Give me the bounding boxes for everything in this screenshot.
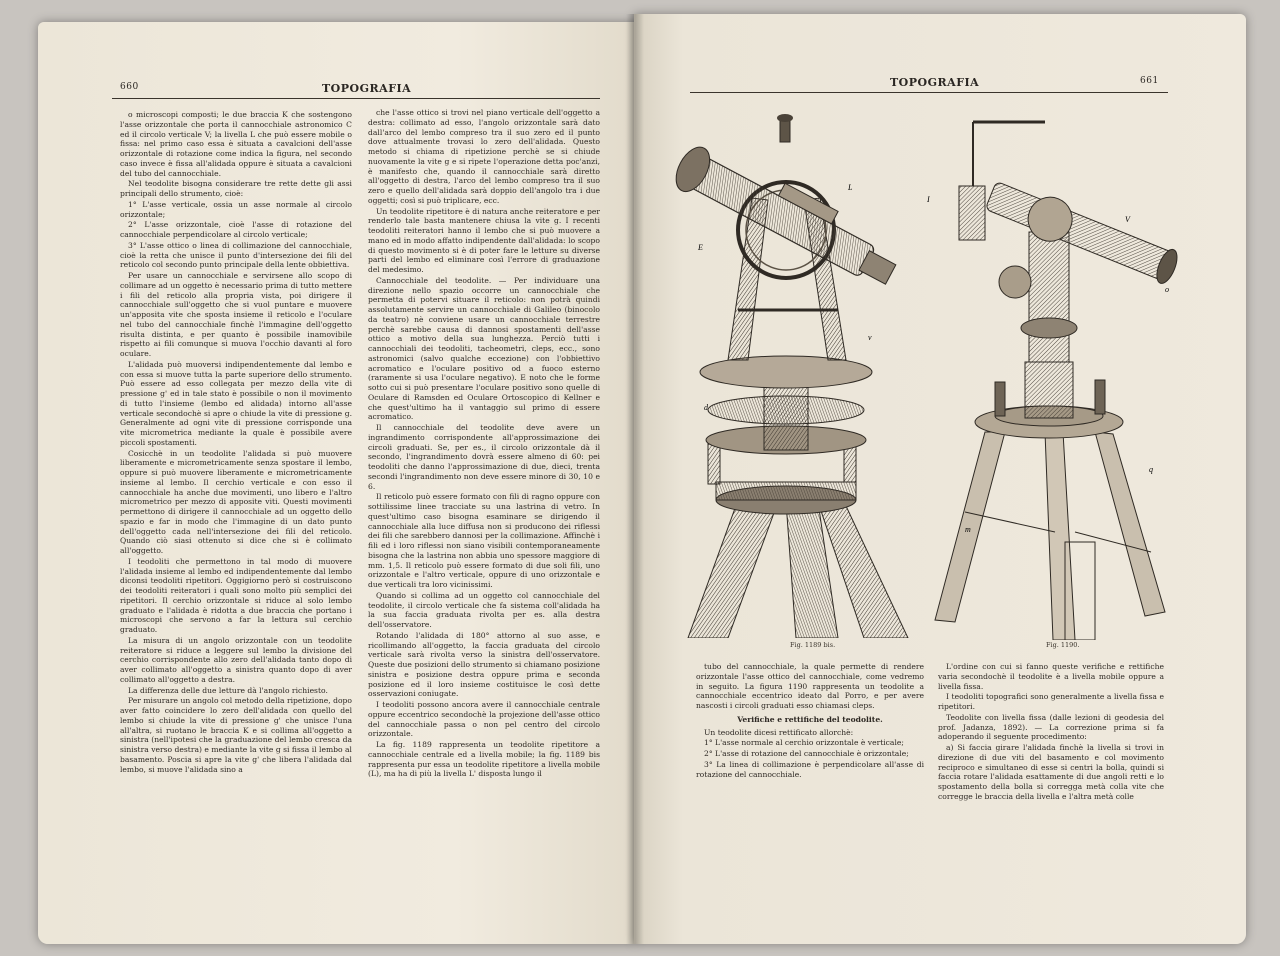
paragraph: I teodoliti che permettono in tal modo di muovere l'alidada insieme al lembo ed indipendentemente dal lembo diconsi teodoliti ripetitori. Oggigiorno però si costruiscono dei teodoliti reiteratori i quali sono molto più semplici dei ripetitori. Il cerchio orizzontale si riduce al solo lembo graduato e l'alidada è ridotta a due braccia che portano i microscopi che servono a far la lettura sul cerchio graduato. <box>120 556 352 634</box>
paragraph: Teodolite con livella fissa (dalle lezioni di geodesia del prof. Jadanza, 1892). — La correzione prima si fa adoperando il seguente procedimento: <box>938 712 1164 742</box>
paragraph: Il cannocchiale del teodolite deve avere un ingrandimento corrispondente all'approssimazione dei circoli graduati. Se, per es., il circolo orizzontale dà il secondo, l'ingrandimento dovrà essere almeno di 60: pei teodoliti che danno l'approssimazione di due, dieci, trenta secondi l'ingrandimento non deve essere minore di 30, 10 e 6. <box>368 423 600 491</box>
svg-text:o: o <box>1165 285 1169 294</box>
paragraph: 2° L'asse di rotazione del cannocchiale è orizzontale; <box>704 749 909 758</box>
paragraph: Il reticolo può essere formato con fili di ragno oppure con sottilissime linee tracciate su una lastrina di vetro. In quest'ultimo caso bisogna esaminare se dirigendo il cannocchiale alla luce diffusa non si producono dei riflessi dei fili che sarebbero dannosi per la collimazione. Affinchè i fili ed i loro riflessi non siano visibili contemporaneamente bisogna che la lastrina non abbia uno spessore maggiore di mm. 1,5. Il reticolo può essere formato di due soli fili, uno orizzontale e l'altro verticale, oppure di uno orizzontale e due verticali tra loro vicinissimi. <box>368 492 600 589</box>
left-column-2 <box>368 108 600 814</box>
paragraph: 3° L'asse ottico o linea di collimazione del cannocchiale, cioè la retta che unisce il punto d'intersezione dei fili del reticolo col secondo punto principale della lente obbiettiva. <box>120 240 352 270</box>
figure-1189-bis-caption: Fig. 1189 bis. <box>790 641 836 649</box>
paragraph: Cosicchè in un teodolite l'alidada si può muovere liberamente e micrometricamente senza spostare il lembo, oppure si può muovere liberamente e micrometricamente insieme al lembo. Il cerchio verticale e con esso il cannocchiale ha anche due movimenti, uno libero e l'altro micrometrico per mezzo di apposite viti. Questi movimenti permettono di dirigere il cannocchiale ad un oggetto dello spazio e far in modo che l'immagine di un dato punto dell'oggetto cada nell'intersezione dei fili del reticolo. Quando ciò siasi ottenuto si dice che si è collimato all'oggetto. <box>120 448 352 555</box>
paragraph: I teodoliti possono ancora avere il cannocchiale centrale oppure eccentrico secondochè la projezione dell'asse ottico del cannocchiale passa o non pel centro del circolo orizzontale. <box>368 700 600 739</box>
svg-text:L: L <box>848 183 853 192</box>
paragraph: 2° L'asse orizzontale, cioè l'asse di rotazione del cannocchiale perpendicolare al circolo verticale; <box>120 220 352 239</box>
paragraph: L'alidada può muoversi indipendentemente dal lembo e con essa si muove tutta la parte superiore dello strumento. Può essere ad esso collegata per mezzo della vite di pressione g' ed in tale stato è possibile o non il movimento di tutto l'insieme (lembo ed alidada) intorno all'asse verticale secondochè si apre o chiude la vite di pressione g. Generalmente ad ogni vite di pressione corrisponde una vite micrometrica mediante la quale è possibile avere piccoli spostamenti. <box>120 359 352 447</box>
paragraph: Quando si collima ad un oggetto col cannocchiale del teodolite, il circolo verticale che fa sistema coll'alidada ha la sua faccia graduata rivolta per es. alla destra dell'osservatore. <box>368 590 600 629</box>
paragraph: 3° La linea di collimazione è perpendicolare all'asse di rotazione del cannocchiale. <box>696 759 924 779</box>
svg-text:m: m <box>965 525 971 534</box>
section-heading: Verifiche e rettifiche del teodolite. <box>737 714 883 724</box>
paragraph: 1° L'asse verticale, ossia un asse normale al circolo orizzontale; <box>120 199 352 219</box>
book-gutter <box>626 14 644 944</box>
paragraph: La misura di un angolo orizzontale con un teodolite reiteratore si riduce a leggere sul lembo la divisione del cerchio corrispondente allo zero dell'alidada tanto dopo di aver collimato all'oggetto a sinistra quanto dopo di aver collimato all'oggetto a destra. <box>120 635 352 684</box>
svg-text:V: V <box>1125 215 1130 224</box>
paragraph: 1° L'asse normale al cerchio orizzontale è verticale; <box>704 738 904 748</box>
paragraph: Un teodolite dicesi rettificato allorchè: <box>704 727 854 737</box>
right-column-1 <box>696 662 924 822</box>
paragraph: Cannocchiale del teodolite. — Per individuare una direzione nello spazio occorre un cannocchiale che permetta di potervi situare il reticolo: non potrà quindi assolutamente servire un cannocchiale di Galileo (binocolo da teatro) nè conviene usare un cannocchiale terrestre perchè sarebbe causa di dannosi spostamenti dell'asse ottico a motivo della sua lunghezza. Perciò tutti i cannocchiali dei teodoliti, tacheometri, cleps, ecc., sono astronomici (salvo qualche eccezione) con l'obbiettivo acromatico e l'oculare positivo od a fuoco esterno (raramente si usa l'oculare negativo). E noto che le forme sotto cui si può presentare l'oculare positivo sono quelle di Oculare di Ramsden ed Oculare Ortoscopico di Kellner e che quest'ultimo ha il vantaggio sul primo di essere acromatico. <box>368 275 600 422</box>
svg-text:E: E <box>698 243 703 252</box>
svg-text:I: I <box>927 195 930 204</box>
theodolite-engraving-2 <box>925 112 1179 640</box>
figure-1190-caption: Fig. 1190. <box>1046 641 1080 649</box>
svg-text:d: d <box>704 403 708 412</box>
svg-text:q: q <box>1149 465 1153 474</box>
right-running-title: TOPOGRAFIA <box>890 76 980 89</box>
right-column-2 <box>938 662 1164 810</box>
paragraph: La fig. 1189 rappresenta un teodolite ripetitore a cannocchiale centrale ed a livella mobile; la fig. 1189 bis rappresenta pur essa un teodolite ripetitore a livella mobile (L), ma ha di più la livella L' disposta lungo il <box>368 740 600 779</box>
paragraph: Nel teodolite bisogna considerare tre rette dette gli assi principali dello strumento, cioè: <box>120 179 352 198</box>
left-page-header <box>112 70 600 99</box>
paragraph: I teodoliti topografici sono generalmente a livella fissa e ripetitori. <box>938 692 1164 711</box>
theodolite-engraving-1 <box>668 110 916 638</box>
paragraph: che l'asse ottico si trovi nel piano verticale dell'oggetto a destra: collimato ad esso, l'angolo orizzontale sarà dato dall'arco del lembo compreso tra il suo zero ed il punto dove attualmente trovasi lo zero dell'alidada. Questo metodo si chiama di ripetizione perchè se si chiude nuovamente la vite g e si ripete l'operazione detta poc'anzi, è manifesto che, quando il cannocchiale sarà diretto all'oggetto di destra, l'arco del lembo compreso tra il suo zero e quello dell'alidada sarà doppio dell'angolo tra i due oggetti; così si può triplicare, ecc. <box>368 108 600 205</box>
paragraph: a) Si faccia girare l'alidada finchè la livella si trovi in direzione di due viti del basamento e col movimento reciproco e simultaneo di esse si centri la bolla, quindi si faccia rotare l'alidada esattamente di due angoli retti e lo spostamento della bolla si corregga metà colla vite che corregge le braccia della livella e l'altra metà colle <box>938 743 1164 801</box>
right-page-number: 661 <box>1140 76 1159 86</box>
paragraph: Rotando l'alidada di 180° attorno al suo asse, e ricollimando all'oggetto, la faccia graduata del circolo verticale sarà rivolta verso la sinistra dell'osservatore. Queste due posizioni dello strumento si chiamano posizione sinistra e posizione destra oppure prima e seconda posizione ed il loro insieme costituisce le così dette osservazioni coniugate. <box>368 630 600 699</box>
svg-text:v: v <box>868 333 872 342</box>
left-page-number: 660 <box>120 82 139 92</box>
theodolite-figure-1190 <box>925 112 1179 640</box>
paragraph: L'ordine con cui si fanno queste verifiche e rettifiche varia secondochè il teodolite è a livella mobile oppure a livella fissa. <box>938 662 1164 691</box>
left-running-title: TOPOGRAFIA <box>322 82 412 95</box>
right-page-header <box>690 64 1168 93</box>
paragraph: Un teodolite ripetitore è di natura anche reiteratore e per renderlo tale basta mantenere chiusa la vite g. I recenti teodoliti reiteratori hanno il lembo che si può muovere a mano ed in modo affatto indipendente dall'alidada: lo scopo di questo movimento si è di poter fare le letture su diverse parti del lembo ed eliminare così l'errore di graduazione del medesimo. <box>368 206 600 274</box>
theodolite-figure-1189-bis <box>668 110 916 638</box>
paragraph: Per misurare un angolo col metodo della ripetizione, dopo aver fatto coincidere lo zero dell'alidada con quello del lembo si chiude la vite di pressione g' che unisce l'una all'altra, si ruotano le braccia K e si collima all'oggetto a sinistra (nell'ipotesi che la graduazione del lembo cresca da sinistra verso destra) e mediante la vite g si fissa il lembo al basamento. Poscia si apre la vite g' che libera l'alidada dal lembo, si muove l'alidada sino a <box>120 696 352 774</box>
paragraph: La differenza delle due letture dà l'angolo richiesto. <box>128 685 328 695</box>
paragraph: o microscopi composti; le due braccia K che sostengono l'asse orizzontale che porta il cannocchiale astronomico C ed il circolo verticale V; la livella L che può essere mobile o fissa: nel primo caso essa è situata a cavalcioni dell'asse orizzontale di rotazione come indica la figura, nel secondo caso invece è fissa all'alidada oppure è situata a cavalcioni del tubo del cannocchiale. <box>120 110 352 178</box>
paragraph: Per usare un cannocchiale e servirsene allo scopo di collimare ad un oggetto è necessario prima di tutto mettere i fili del reticolo alla propria vista, poi dirigere il cannocchiale sull'oggetto che si vuol puntare e muovere un'apposita vite che sposta insieme il reticolo e l'oculare nel tubo del cannocchiale finchè l'immagine dell'oggetto risulta distinta, e per quanto è possibile inamovibile rispetto ai fili comunque si muova l'occhio davanti al foro oculare. <box>120 271 352 358</box>
paragraph: tubo del cannocchiale, la quale permette di rendere orizzontale l'asse ottico del cannocchiale, come vedremo in seguito. La figura 1190 rappresenta un teodolite a cannocchiale eccentrico ideato dal Porro, e per avere nascosti i circoli graduati esso chiamasi cleps. <box>696 662 924 710</box>
left-column-1 <box>120 110 352 850</box>
